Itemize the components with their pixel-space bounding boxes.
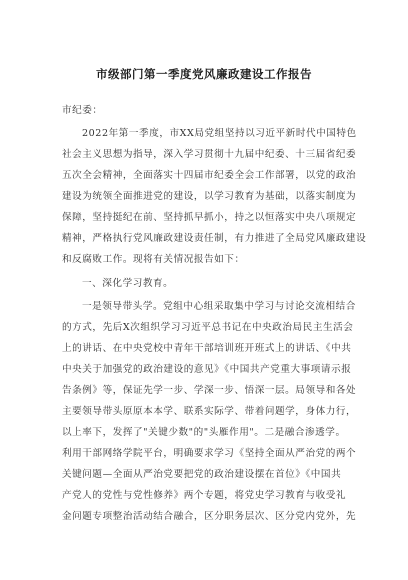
text-line: 利用干部网络学院平台，明确要求学习《坚持全面从严治党的两个 bbox=[62, 448, 357, 459]
text-line: 的方式，先后X次组织学习习近平总书记在中央政治局民主生活会 bbox=[62, 322, 354, 333]
document-title: 市级部门第一季度党风廉政建设工作报告 bbox=[96, 67, 312, 81]
text-line: 市纪委： bbox=[62, 105, 103, 116]
text-line: 2022年第一季度，市XX局党组坚持以习近平新时代中国特色 bbox=[82, 128, 357, 139]
text-line: 一是领导带头学。党组中心组采取集中学习与讨论交流相结合 bbox=[82, 301, 356, 312]
text-line: 社会主义思想为指导，深入学习贯彻十九届中纪委、十三届省纪委 bbox=[62, 149, 357, 160]
text-line: 告条例》等，保证先学一步、学深一步、悟深一层。局领导和各处 bbox=[62, 385, 357, 396]
text-line: 金问题专项整治活动结合融合，区分职务层次、区分党内党外，先 bbox=[62, 511, 357, 522]
text-line: 主要领导带头原原本本学、联系实际学、带着问题学，身体力行， bbox=[62, 406, 357, 417]
text-line: 精神，严格执行党风廉政建设责任制，有力推进了全局党风廉政建设 bbox=[62, 233, 367, 244]
text-line: 产党人的党性与党性修养》两个专题，将党史学习教育与收受礼 bbox=[62, 490, 347, 501]
text-line: 保障，坚持挺纪在前、坚持抓早抓小，持之以恒落实中央八项规定 bbox=[62, 212, 357, 223]
text-line: 以上率下，发挥了"关键少数"的"头雁作用"。二是融合渗透学。 bbox=[62, 427, 346, 438]
text-line: 建设为统领全面推进党的建设，以学习教育为基础，以落实制度为 bbox=[62, 191, 357, 202]
text-line: 和反腐败工作。现将有关情况报告如下： bbox=[62, 254, 245, 265]
text-line: 关键问题—全面从严治党要把党的政治建设摆在首位》《中国共 bbox=[62, 469, 342, 480]
text-line: 中央关于加强党的政治建设的意见》《中国共产党重大事项请示报 bbox=[62, 364, 352, 375]
section-heading: 一、深化学习教育。 bbox=[82, 278, 174, 289]
text-line: 上的讲话、在中央党校中青年干部培训班开班式上的讲话、《中共 bbox=[62, 343, 352, 354]
text-line: 五次全会精神，全面落实十四届市纪委全会工作部署，以党的政治 bbox=[62, 170, 357, 181]
